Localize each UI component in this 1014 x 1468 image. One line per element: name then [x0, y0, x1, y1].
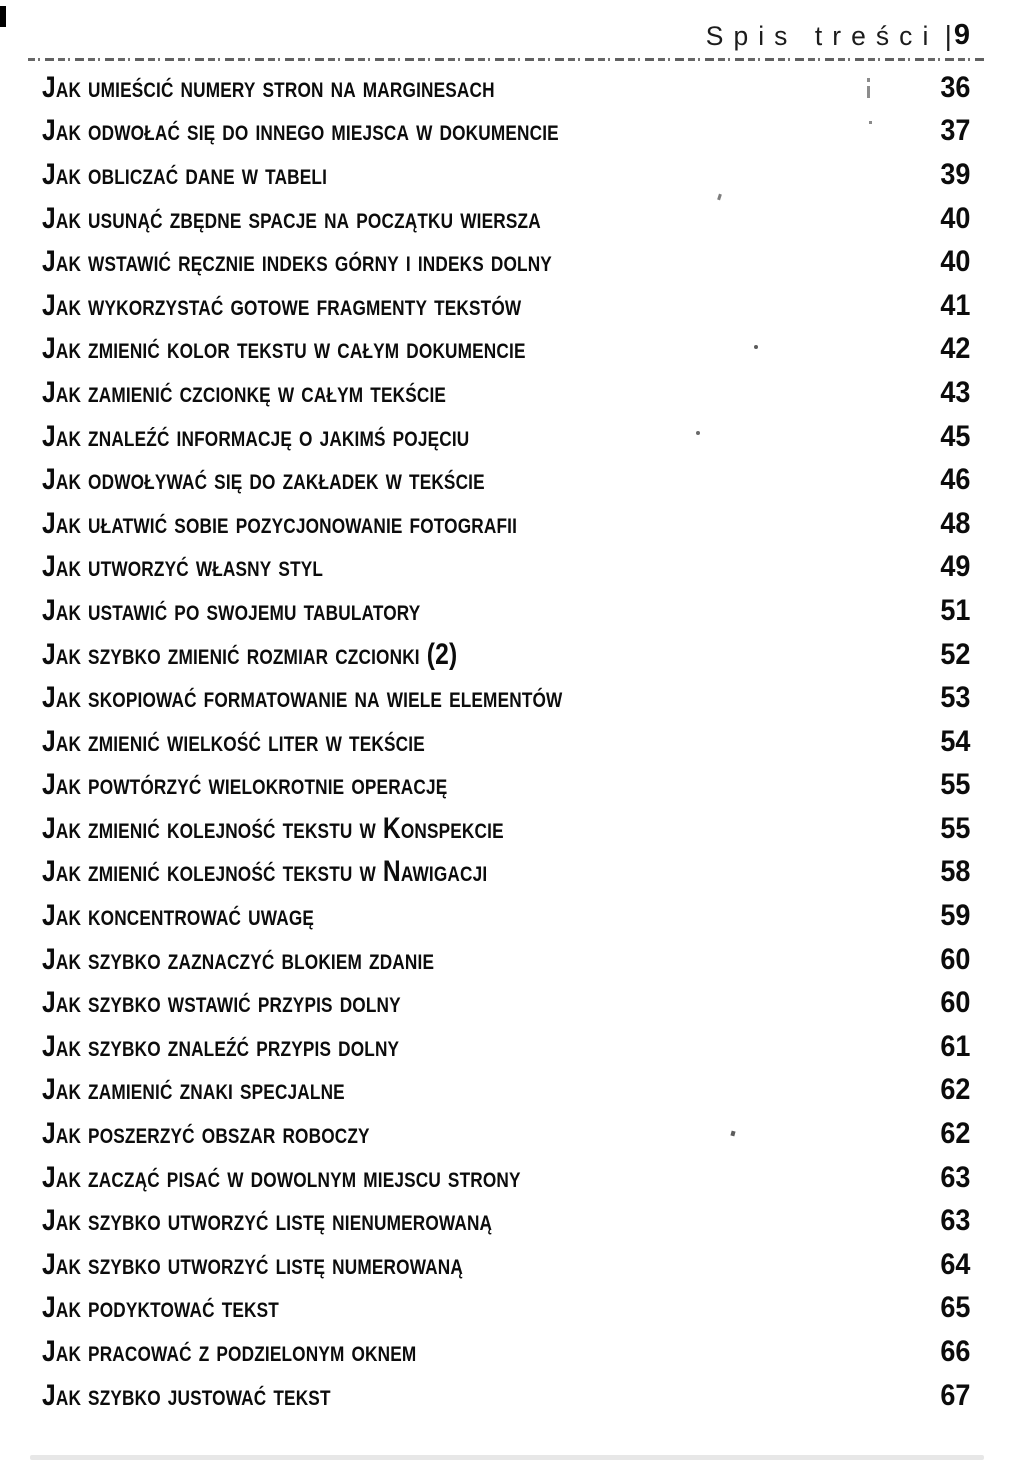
toc-entry-title: Jak zacząć pisać w dowolnym miejscu strony [42, 1160, 521, 1194]
toc-entry [42, 1156, 970, 1200]
toc-entry-page: 37 [939, 114, 970, 148]
toc-entry-title: Jak szybko znaleźć przypis dolny [42, 1029, 400, 1063]
toc-entry-title: Jak odwołać się do innego miejsca w dokumencie [42, 114, 559, 148]
toc-entry-page: 36 [939, 70, 970, 104]
toc-entry-title: Jak poszerzyć obszar roboczy [42, 1117, 370, 1151]
toc-entry [42, 764, 970, 808]
toc-entry [42, 110, 970, 154]
toc-entry-title: Jak utworzyć własny styl [42, 550, 324, 584]
toc-entry-page: 55 [939, 768, 970, 802]
toc-entry-title: Jak zamienić czcionkę w całym tekście [42, 375, 447, 409]
toc-entry-title: Jak ułatwić sobie pozycjonowanie fotografii [42, 506, 518, 540]
toc-entry-title: Jak zmienić kolejność tekstu w Konspekcie [42, 811, 504, 845]
header-dotted-rule [28, 58, 988, 61]
toc-entry-title: Jak obliczać dane w tabeli [42, 157, 328, 191]
toc-entry-page: 59 [939, 899, 970, 933]
toc-entry-title: Jak szybko wstawić przypis dolny [42, 986, 401, 1020]
toc-entry [42, 981, 970, 1025]
toc-entry-page: 39 [939, 157, 970, 191]
toc-entry-page: 67 [939, 1378, 970, 1412]
toc-entry [42, 938, 970, 982]
toc-entry-title: Jak odwoływać się do zakładek w tekście [42, 463, 485, 497]
toc-entry-title: Jak wykorzystać gotowe fragmenty tekstów [42, 288, 522, 322]
toc-entry-title: Jak szybko utworzyć listę nienumerowaną [42, 1204, 493, 1238]
scan-artifact-smudge [30, 1455, 984, 1460]
toc-entry-title: Jak skopiować formatowanie na wiele elementów [42, 681, 563, 715]
toc-entry-page: 40 [939, 245, 970, 279]
toc-entry-page: 42 [939, 332, 970, 366]
toc-entry [42, 851, 970, 895]
toc-entry-page: 51 [939, 593, 970, 627]
toc-entry-page: 41 [939, 288, 970, 322]
toc-entry-page: 64 [939, 1247, 970, 1281]
toc-entry [42, 502, 970, 546]
toc-entry-page: 53 [939, 681, 970, 715]
toc-entry [42, 1330, 970, 1374]
toc-entry [42, 458, 970, 502]
toc-entry-title: Jak zamienić znaki specjalne [42, 1073, 345, 1107]
toc-entry-page: 62 [939, 1073, 970, 1107]
header-separator: | [944, 20, 952, 51]
toc-entry-page: 48 [939, 506, 970, 540]
toc-entry-page: 60 [939, 986, 970, 1020]
toc-entry [42, 1374, 970, 1418]
toc-entry [42, 1112, 970, 1156]
toc-entry-page: 46 [939, 463, 970, 497]
toc-entry-page: 49 [939, 550, 970, 584]
toc-entry [42, 589, 970, 633]
toc-entry-title: Jak usunąć zbędne spacje na początku wiersza [42, 201, 541, 235]
toc-entry-title: Jak zmienić kolor tekstu w całym dokumencie [42, 332, 526, 366]
toc-entry-page: 52 [939, 637, 970, 671]
toc-entry-page: 43 [939, 375, 970, 409]
toc-entry-page: 55 [939, 811, 970, 845]
toc-entry [42, 240, 970, 284]
toc-entry-title: Jak wstawić ręcznie indeks górny i indeks dolny [42, 245, 552, 279]
toc-entry-title: Jak szybko zaznaczyć blokiem zdanie [42, 942, 435, 976]
toc-entry [42, 1243, 970, 1287]
toc-entry [42, 676, 970, 720]
toc-entry-title: Jak powtórzyć wielokrotnie operację [42, 768, 448, 802]
toc-entry [42, 1069, 970, 1113]
toc-entry-title: Jak szybko utworzyć listę numerowaną [42, 1247, 463, 1281]
toc-entry-page: 58 [939, 855, 970, 889]
toc-entry-title: Jak koncentrować uwagę [42, 899, 315, 933]
toc-entry-title: Jak podyktować tekst [42, 1291, 279, 1325]
toc-entry [42, 720, 970, 764]
toc-entry [42, 546, 970, 590]
toc-entry [42, 894, 970, 938]
toc-entry-page: 60 [939, 942, 970, 976]
toc-entry [42, 153, 970, 197]
toc-entry-page: 66 [939, 1335, 970, 1369]
toc-list [42, 66, 970, 1417]
toc-entry [42, 1025, 970, 1069]
toc-entry-page: 40 [939, 201, 970, 235]
toc-entry-title: Jak zmienić kolejność tekstu w Nawigacji [42, 855, 488, 889]
toc-entry-title: Jak umieścić numery stron na marginesach [42, 70, 495, 104]
header-page-number: 9 [953, 19, 970, 51]
toc-entry-title: Jak znaleźć informację o jakimś pojęciu [42, 419, 470, 453]
toc-entry [42, 328, 970, 372]
toc-entry [42, 1287, 970, 1331]
toc-entry-title: Jak ustawić po swojemu tabulatory [42, 593, 421, 627]
toc-entry [42, 371, 970, 415]
toc-entry-page: 54 [939, 724, 970, 758]
toc-entry-title: Jak szybko zmienić rozmiar czcionki (2) [42, 637, 458, 671]
toc-entry-page: 63 [939, 1160, 970, 1194]
toc-entry-page: 61 [939, 1029, 970, 1063]
toc-entry-title: Jak pracować z podzielonym oknem [42, 1335, 417, 1369]
toc-entry [42, 284, 970, 328]
toc-entry-page: 45 [939, 419, 970, 453]
page-header-title: Spis treści [705, 21, 939, 51]
toc-entry-page: 63 [939, 1204, 970, 1238]
toc-entry [42, 633, 970, 677]
page-header [42, 16, 970, 52]
toc-entry-title: Jak szybko justować tekst [42, 1378, 331, 1412]
toc-entry [42, 66, 970, 110]
scan-artifact-edge-bar [0, 6, 6, 27]
toc-entry [42, 807, 970, 851]
toc-entry [42, 415, 970, 459]
toc-entry-page: 65 [939, 1291, 970, 1325]
toc-entry [42, 1199, 970, 1243]
toc-entry-page: 62 [939, 1117, 970, 1151]
toc-entry [42, 197, 970, 241]
toc-entry-title: Jak zmienić wielkość liter w tekście [42, 724, 425, 758]
